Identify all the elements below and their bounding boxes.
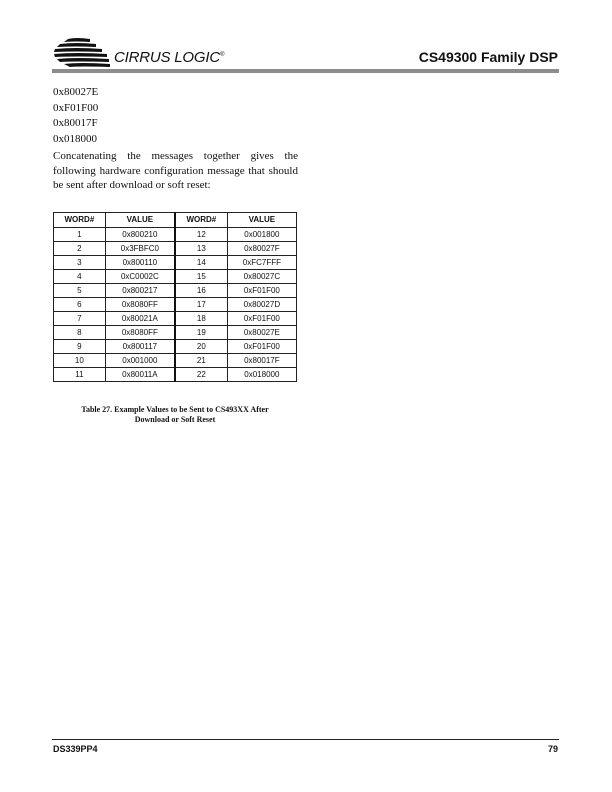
cirrus-logic-logo	[52, 36, 232, 70]
value-cell: 0xF01F00	[227, 340, 296, 354]
value-cell: 0x800110	[105, 256, 175, 270]
table-row	[54, 312, 297, 326]
value-cell: 0xC0002C	[105, 270, 175, 284]
table-row	[54, 354, 297, 368]
value-cell: 0x80021A	[105, 312, 175, 326]
value-cell: 0xF01F00	[227, 284, 296, 298]
value-cell: 0x80027F	[227, 242, 296, 256]
caption-line: Download or Soft Reset	[134, 415, 216, 424]
hex-line: 0x80017F	[53, 117, 98, 129]
table-row	[54, 284, 297, 298]
word-number-cell: 10	[54, 354, 106, 368]
cirrus-logo-mark-icon	[52, 36, 114, 70]
value-cell: 0x8080FF	[105, 326, 175, 340]
value-cell: 0x80027D	[227, 298, 296, 312]
word-number-cell: 1	[54, 228, 106, 242]
values-table	[53, 212, 297, 382]
value-cell: 0x800217	[105, 284, 175, 298]
value-cell: 0x8080FF	[105, 298, 175, 312]
word-number-cell: 2	[54, 242, 106, 256]
table-row	[54, 228, 297, 242]
word-number-cell: 8	[54, 326, 106, 340]
caption-line: Table 27. Example Values to be Sent to CS493XX After	[81, 405, 269, 414]
word-number-cell: 22	[175, 368, 227, 382]
word-number-cell: 3	[54, 256, 106, 270]
table-header-row	[54, 213, 297, 228]
value-cell: 0x80027C	[227, 270, 296, 284]
table-caption	[53, 405, 297, 425]
intro-paragraph: Concatenating the messages together gives the following hardware configuration message that should be sent after download or soft reset:	[53, 150, 298, 191]
col-header-word: WORD#	[175, 213, 227, 228]
value-cell: 0x3FBFC0	[105, 242, 175, 256]
hex-message-list	[53, 85, 98, 147]
word-number-cell: 9	[54, 340, 106, 354]
word-number-cell: 16	[175, 284, 227, 298]
document-title: CS49300 Family DSP	[418, 49, 558, 65]
word-number-cell: 4	[54, 270, 106, 284]
word-number-cell: 21	[175, 354, 227, 368]
col-header-word: WORD#	[54, 213, 106, 228]
word-number-cell: 12	[175, 228, 227, 242]
table-row	[54, 242, 297, 256]
word-number-cell: 6	[54, 298, 106, 312]
page-number: 79	[547, 744, 558, 754]
value-cell: 0x018000	[227, 368, 296, 382]
table-row	[54, 270, 297, 284]
header-rule	[52, 69, 559, 73]
table-row	[54, 368, 297, 382]
word-number-cell: 15	[175, 270, 227, 284]
word-number-cell: 13	[175, 242, 227, 256]
value-cell: 0x80017F	[227, 354, 296, 368]
footer-rule	[52, 739, 559, 740]
value-cell: 0x001800	[227, 228, 296, 242]
document-id: DS339PP4	[53, 744, 98, 754]
value-cell: 0x001000	[105, 354, 175, 368]
logo-wordmark: CIRRUS LOGIC®	[114, 49, 225, 66]
value-cell: 0xF01F00	[227, 312, 296, 326]
word-number-cell: 18	[175, 312, 227, 326]
table-row	[54, 340, 297, 354]
word-number-cell: 19	[175, 326, 227, 340]
col-header-value: VALUE	[105, 213, 175, 228]
value-cell: 0x80011A	[105, 368, 175, 382]
word-number-cell: 11	[54, 368, 106, 382]
word-number-cell: 7	[54, 312, 106, 326]
hex-line: 0x80027E	[53, 86, 99, 98]
value-cell: 0x800210	[105, 228, 175, 242]
value-cell: 0x80027E	[227, 326, 296, 340]
table-row	[54, 326, 297, 340]
hex-line: 0x018000	[53, 132, 97, 145]
table-row	[54, 298, 297, 312]
word-number-cell: 14	[175, 256, 227, 270]
col-header-value: VALUE	[227, 213, 296, 228]
word-number-cell: 17	[175, 298, 227, 312]
word-number-cell: 5	[54, 284, 106, 298]
value-cell: 0xFC7FFF	[227, 256, 296, 270]
value-cell: 0x800117	[105, 340, 175, 354]
word-number-cell: 20	[175, 340, 227, 354]
hex-line: 0xF01F00	[53, 101, 99, 114]
table-row	[54, 256, 297, 270]
